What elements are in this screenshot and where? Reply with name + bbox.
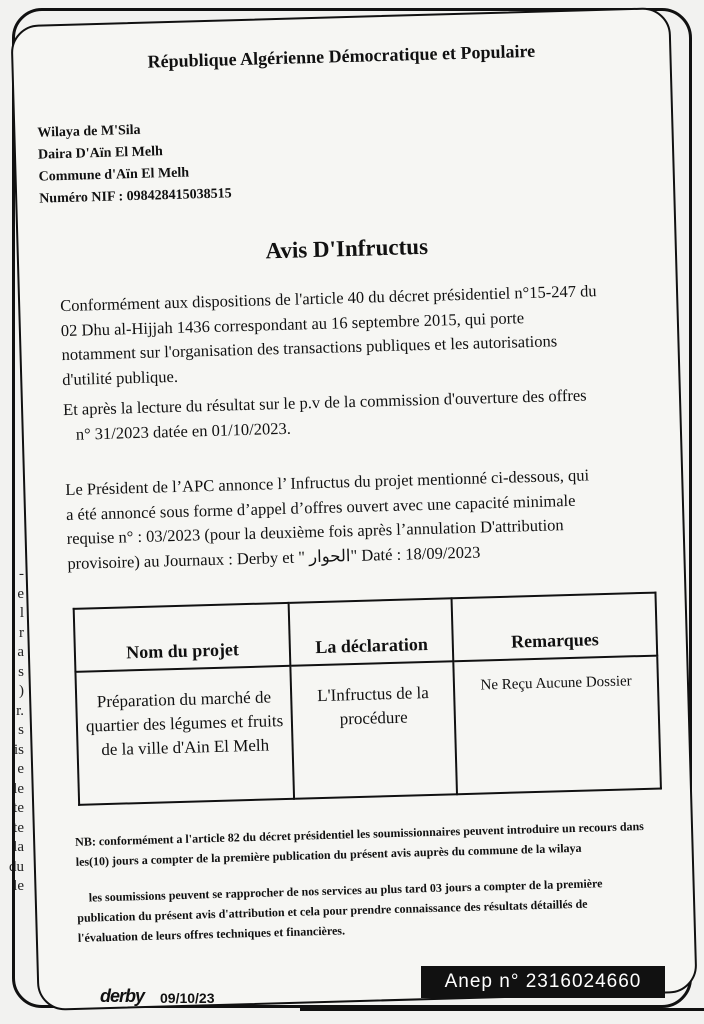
text-line: n° 31/2023 datée en 01/10/2023.: [75, 418, 292, 444]
nif-line: Numéro NIF : 098428415038515: [39, 186, 232, 207]
results-table: [73, 592, 662, 806]
text-line: Et après la lecture du résultat sur le p.v de la commission d'ouverture des offres: [62, 385, 587, 420]
paragraph-legal-basis: [60, 279, 618, 392]
side-text-fragment: le: [13, 878, 24, 894]
newspaper-logo: derby: [100, 986, 145, 1006]
side-text-fragment: la: [13, 839, 24, 855]
side-text-fragment: -: [19, 566, 24, 582]
side-text-fragment: te: [13, 800, 24, 816]
text-line: a été annoncé sous forme d’appel d’offres ouvert avec une capacité minimale: [65, 490, 576, 524]
column-header-remarks: Remarques: [452, 593, 657, 662]
text-line: d'utilité publique.: [61, 366, 179, 389]
paragraph-commission: [63, 383, 619, 447]
republic-heading: République Algérienne Démocratique et Populaire: [147, 40, 536, 72]
side-text-fragment: te: [13, 819, 24, 836]
side-text-fragment: s: [18, 663, 24, 680]
commune-line: Commune d'Aïn El Melh: [38, 165, 190, 185]
text-line: Conformément aux dispositions de l'article 40 du décret présidentiel n°15-247 du: [59, 281, 597, 316]
text-line: provisoire) au Journaux : Derby et " الحوار" Daté : 18/09/2023: [67, 541, 481, 573]
paragraph-announcement: [65, 463, 623, 576]
side-text-fragment: e: [17, 585, 24, 602]
cell-declaration: L'Infructus de la procédure: [291, 661, 458, 798]
notice-title: Avis D'Infructus: [265, 233, 429, 264]
cell-remarks: Ne Reçu Aucune Dossier: [454, 656, 661, 795]
side-text-fragment: du: [9, 858, 24, 875]
side-text-fragment: a: [17, 644, 24, 660]
evaluation-note: les soumissions peuvent se rapprocher de nos services au plus tard 03 jours a compter de la première publication du présent avis d'attribution et cela pour prendre connaissance des résultats détaillés de l'évaluation de leurs offres techniques et financières.: [77, 876, 603, 945]
text-line: requise n° : 03/2023 (pour la deuxième fois après l’annulation D'attribution: [66, 515, 564, 549]
side-text-fragment: r: [19, 624, 24, 641]
table-row: [75, 656, 660, 805]
side-text-fragment: e: [17, 761, 24, 777]
nb-appeal-note: NB: conformément a l'article 82 du décret présidentiel les soumissionnaires peuvent introduire un recours dans les(10) jours a compter de la première publication du présent avis auprès du commune de la wilaya: [74, 819, 645, 869]
column-header-declaration: La déclaration: [289, 598, 454, 666]
side-text-fragment: le: [13, 780, 24, 797]
anep-reference-badge: Anep n° 2316024660: [421, 966, 665, 998]
administrative-header: [37, 117, 232, 210]
text-line: notamment sur l'organisation des transactions publiques et les autorisations: [61, 331, 558, 365]
text-line: Le Président de l’APC annonce l’ Infructus du projet mentionné ci-dessous, qui: [65, 465, 590, 500]
side-text-fragment: is: [13, 741, 24, 758]
notice-frame: [10, 7, 697, 1011]
side-text-fragment: ): [19, 683, 24, 699]
page-divider: [300, 1008, 704, 1011]
wilaya-line: Wilaya de M'Sila: [37, 122, 141, 141]
text-line: 02 Dhu al-Hijjah 1436 correspondant au 16 septembre 2015, qui porte: [60, 307, 525, 340]
daira-line: Daira D'Aïn El Melh: [37, 144, 164, 163]
cell-project-name: Préparation du marché de quartier des légumes et fruits de la ville d'Ain El Melh: [75, 666, 294, 805]
side-text-fragment: l: [19, 605, 24, 621]
side-text-fragment: r.: [16, 702, 24, 719]
publication-date: 09/10/23: [160, 990, 215, 1006]
side-text-fragment: s: [18, 722, 24, 738]
column-header-project: Nom du projet: [74, 603, 291, 672]
